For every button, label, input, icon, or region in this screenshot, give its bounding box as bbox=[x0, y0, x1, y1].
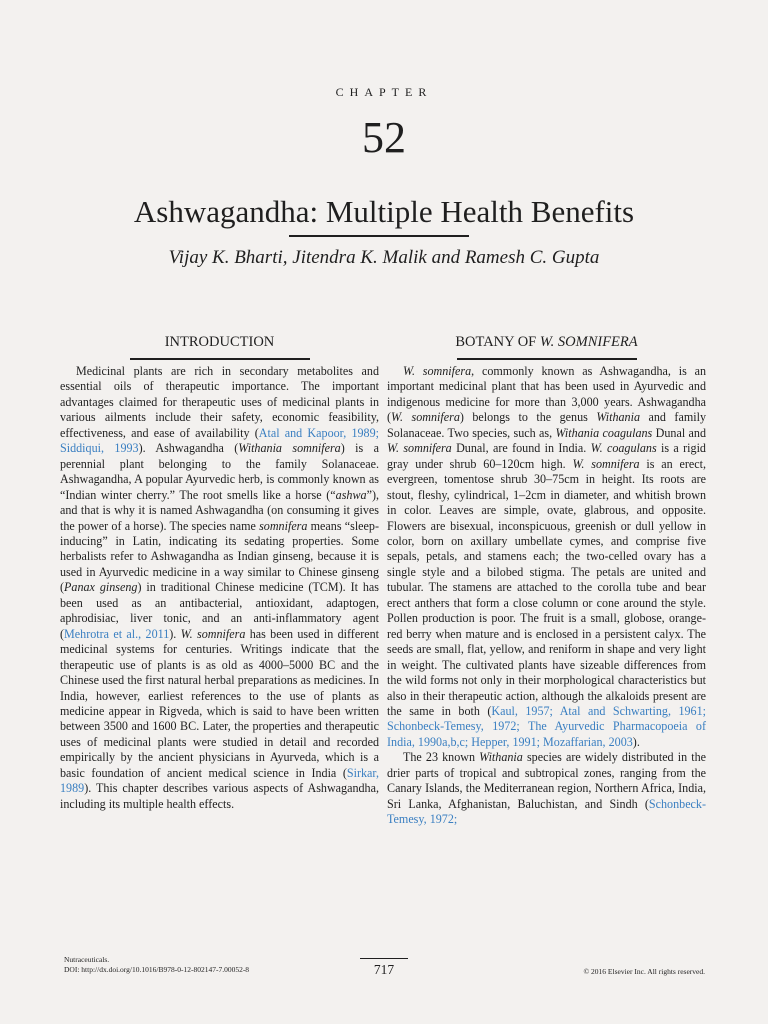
text: and family Solanaceae. Two species, such as, bbox=[387, 410, 707, 440]
introduction-paragraph bbox=[60, 364, 379, 812]
botany-column bbox=[387, 364, 706, 828]
botany-paragraph-1 bbox=[387, 364, 706, 750]
citation-link[interactable]: Mehrotra et al., 2011 bbox=[64, 626, 170, 641]
chapter-title: Ashwagandha: Multiple Health Benefits bbox=[133, 194, 635, 229]
page-number-rule bbox=[360, 958, 408, 959]
text: Dunal and bbox=[652, 425, 706, 440]
species-name: W. somnifera bbox=[387, 441, 452, 456]
botany-heading-text: BOTANY OF bbox=[455, 334, 540, 350]
book-title: Nutraceuticals. bbox=[64, 955, 110, 964]
text: means “sleep-inducing” in Latin, indicating its sedating properties. Some herbalists refer to Ashwagandha as Indian ginseng, because it is used in Ayurvedic medicine in a way similar to Chinese ginseng ( bbox=[60, 518, 379, 595]
text: ). This chapter describes various aspects of Ashwagandha, including its multiple health effects. bbox=[60, 781, 379, 811]
text: , commonly known as Ashwagandha, is an important medicinal plant that has been used in Ayurvedic and indigenous medicine for more than 3,000 years. Ashwagandha ( bbox=[387, 364, 706, 425]
species-name: W. coagulans bbox=[590, 441, 657, 456]
text: Dunal, are found in India. bbox=[451, 441, 591, 456]
species-name: Withania coagulans bbox=[555, 425, 653, 440]
text: The 23 known bbox=[403, 750, 480, 765]
text: is a rigid gray under shrub 60–120cm high. bbox=[387, 441, 706, 471]
text: ) in traditional Chinese medicine (TCM). It has been used as an antibacterial, antioxidant, adaptogen, aphrodisiac, liver tonic, and an anti-inflammatory agent ( bbox=[60, 580, 379, 641]
text: Medicinal plants are rich in secondary metabolites and essential oils of therapeutic importance. The important advantages claimed for therapeutic uses of medicinal plants in various ailments include their safety, economic feasibility, effectiveness, and ease of availability ( bbox=[60, 364, 379, 440]
genus-name: Withania bbox=[596, 410, 641, 425]
authors: Vijay K. Bharti, Jitendra K. Malik and Ramesh C. Gupta bbox=[168, 247, 600, 268]
text: is an erect, evergreen, tomentose shrub 30–75cm in height. Its roots are stout, fleshy, cylindrical, 1–2cm in diameter, and whitish brown in color. Leaves are simple, ovate, glabrous, and opposite. Flowers are bisexual, inconspicuous, greenish or dull yellow in color, born on axillary umbellate cymes, and comprise five sepals, petals, and stamens each; the two-celled ovary has a single style and a bilobed stigma. The petals are united and tubular. The stamens are attached to the corolla tube and bear erect anthers that form a close column or cone around the style. Pollen production is poor. The fruit is a small, globose, orange-red berry when mature and is enclosed in a persistent calyx. The seeds are small, flat, yellow, and reniform in shape and very light in weight. The cultivated plants have sizeable differences from the wild forms not only in their morphological characteristics but also in their therapeutic action, although the alkaloids present are the same in both ( bbox=[387, 456, 706, 718]
citation-link[interactable]: Sirkar, 1989 bbox=[60, 765, 379, 796]
introduction-column bbox=[60, 364, 379, 812]
text: ) is a perennial plant belonging to the family Solanaceae. Ashwagandha, A popular Ayurvedic herb, is commonly known as “Indian winter cherry.” The root smells like a horse (“ bbox=[60, 441, 379, 502]
text: has been used in different medicinal systems for centuries. Writings indicate that the therapeutic use of plants is as old as 4000–5000 BC and the Chinese used the first natural herbal preparations as medicines. In India, however, earliest references to the use of plants as medicine appear in Rigveda, which is said to have been written between 3500 and 1600 BC. Later, the properties and therapeutic uses of medicinal plants were studied in detail and recorded empirically by the ancient physicians in Ayurveda, which is a basic foundation of ancient medical science in India ( bbox=[60, 626, 379, 780]
title-underline bbox=[289, 235, 469, 237]
species-name: W. somnifera bbox=[391, 410, 460, 425]
term: somnifera bbox=[259, 518, 308, 533]
text: ). bbox=[632, 734, 640, 749]
copyright: © 2016 Elsevier Inc. All rights reserved. bbox=[583, 967, 705, 976]
text: ). bbox=[169, 626, 181, 641]
botany-heading-species: W. SOMNIFERA bbox=[539, 334, 638, 350]
botany-heading-rule bbox=[457, 358, 637, 360]
introduction-heading bbox=[60, 333, 379, 360]
citation-link[interactable]: Kaul, 1957; Atal and Schwarting, 1961; Schonbeck-Temesy, 1972; The Ayurvedic Pharmacopoeia of India, 1990a,b,c; Hepper, 1991; Mozaffarian, 2003 bbox=[387, 703, 706, 749]
introduction-heading-text: INTRODUCTION bbox=[164, 334, 275, 350]
text: ) belongs to the genus bbox=[459, 410, 597, 425]
text: species are widely distributed in the drier parts of tropical and subtropical zones, ranging from the Canary Islands, the Mediterranean region, Northern Africa, India, Sri Lanka, Afghanistan, Baluchistan, and Sindh ( bbox=[387, 750, 707, 811]
species-name: Withania somnifera bbox=[238, 441, 341, 456]
citation-link[interactable]: Schonbeck-Temesy, 1972; bbox=[387, 796, 706, 827]
genus-name: Withania bbox=[479, 750, 523, 765]
text: ). Ashwagandha ( bbox=[138, 441, 239, 456]
doi-link[interactable]: DOI: http://dx.doi.org/10.1016/B978-0-12-802147-7.00052-8 bbox=[64, 965, 250, 974]
term: ashwa bbox=[335, 487, 367, 502]
species-name: W. somnifera bbox=[403, 364, 472, 378]
chapter-label: CHAPTER bbox=[335, 85, 433, 99]
text: ”), and that is why it is named Ashwagandha (on consuming it gives the power of a horse). The species name bbox=[60, 487, 379, 533]
species-name: W. somnifera bbox=[180, 626, 246, 641]
page-number: 717 bbox=[373, 962, 395, 977]
species-name: Panax ginseng bbox=[64, 580, 138, 595]
botany-paragraph-2 bbox=[387, 750, 706, 827]
chapter-number: 52 bbox=[362, 113, 406, 162]
introduction-heading-rule bbox=[130, 358, 310, 360]
species-name: W. somnifera bbox=[572, 456, 640, 471]
botany-heading bbox=[387, 333, 706, 360]
citation-link[interactable]: Atal and Kapoor, 1989; Siddiqui, 1993 bbox=[60, 425, 379, 456]
